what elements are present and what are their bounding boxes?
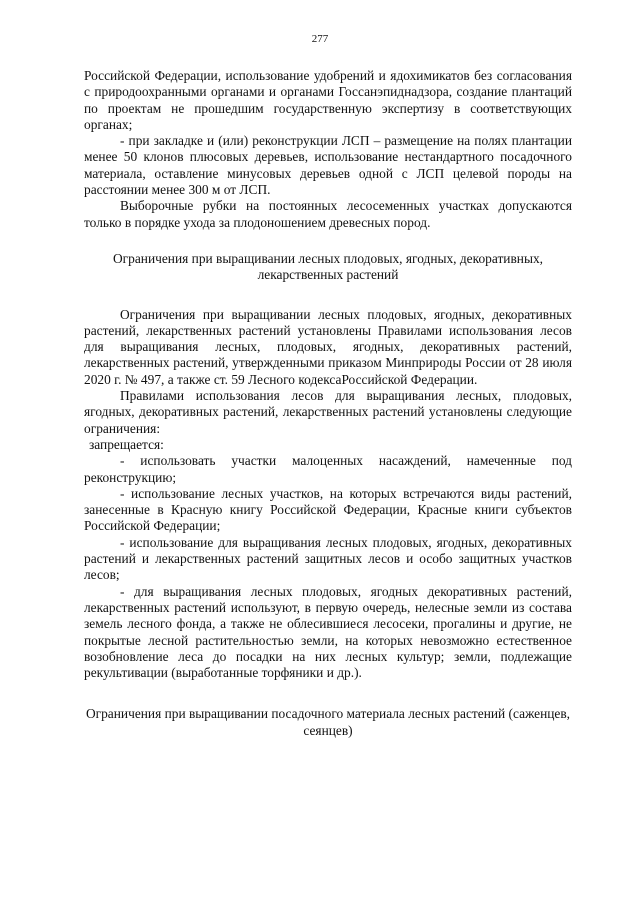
paragraph-rules-reference: Ограничения при выращивании лесных плодовых, ягодных, декоративных растений, лекарственных растений установлены Правилами использования лесов для выращивания лесных, плодовых, ягодных, декоративных растений, лекарственных растений, утвержденными приказом Минприроды России от 28 июля 2020 г. № 497, а также ст. 59 Лесного кодексаРоссийской Федерации.: [84, 306, 572, 387]
list-item-red-book-species: - использование лесных участков, на которых встречаются виды растений, занесенные в Красную книгу Российской Федерации, Красные книги субъектов Российской Федерации;: [84, 485, 572, 534]
list-item-low-value-stands: - использовать участки малоценных насаждений, намеченные под реконструкцию;: [84, 453, 572, 485]
paragraph-continuation: Российской Федерации, использование удобрений и ядохимикатов без согласования с природоохранными органами и органами Госсанэпиднадзора, создание плантаций по проектам не прошедшим государственную экспертизу в соответствующих органах;: [84, 68, 572, 132]
section-heading-planting-material: Ограничения при выращивании посадочного материала лесных растений (саженцев, сеянцев): [85, 706, 571, 738]
list-item-nonforest-lands: - для выращивания лесных плодовых, ягодных декоративных растений, лекарственных растений используют, в первую очередь, нелесные земли из состава земель лесного фонда, а также не облесившиеся лесосеки, прогалины и другие, не покрытые лесной растительностью земли, на которых невозможно естественное возобновление леса до посадки на них лесных культур; земли, подлежащие рекультивации (выработанные торфяники и др.).: [84, 583, 572, 681]
list-item-protective-forests: - использование для выращивания лесных плодовых, ягодных, декоративных растений и лекарственных растений защитных лесов и особо защитных участков лесов;: [84, 534, 572, 583]
section-heading-fruit-plants: Ограничения при выращивании лесных плодовых, ягодных, декоративных, лекарственных растений: [113, 250, 543, 283]
paragraph-lsp-restriction: - при закладке и (или) реконструкции ЛСП – размещение на полях плантации менее 50 клонов плюсовых деревьев, использование нестандартного посадочного материала, оставление минусовых деревьев одной с ЛСП целевой породы на расстоянии менее 300 м от ЛСП.: [84, 133, 572, 198]
document-body: [84, 68, 572, 739]
paragraph-rules-intro: Правилами использования лесов для выращивания лесных, плодовых, ягодных, декоративных растений, лекарственных растений установлены следующие ограничения:: [84, 388, 572, 436]
paragraph-prohibited-label: запрещается:: [89, 436, 164, 452]
page-number: 277: [311, 33, 329, 45]
paragraph-selective-felling: Выборочные рубки на постоянных лесосеменных участках допускаются только в порядке ухода за плодоношением древесных пород.: [84, 198, 572, 230]
